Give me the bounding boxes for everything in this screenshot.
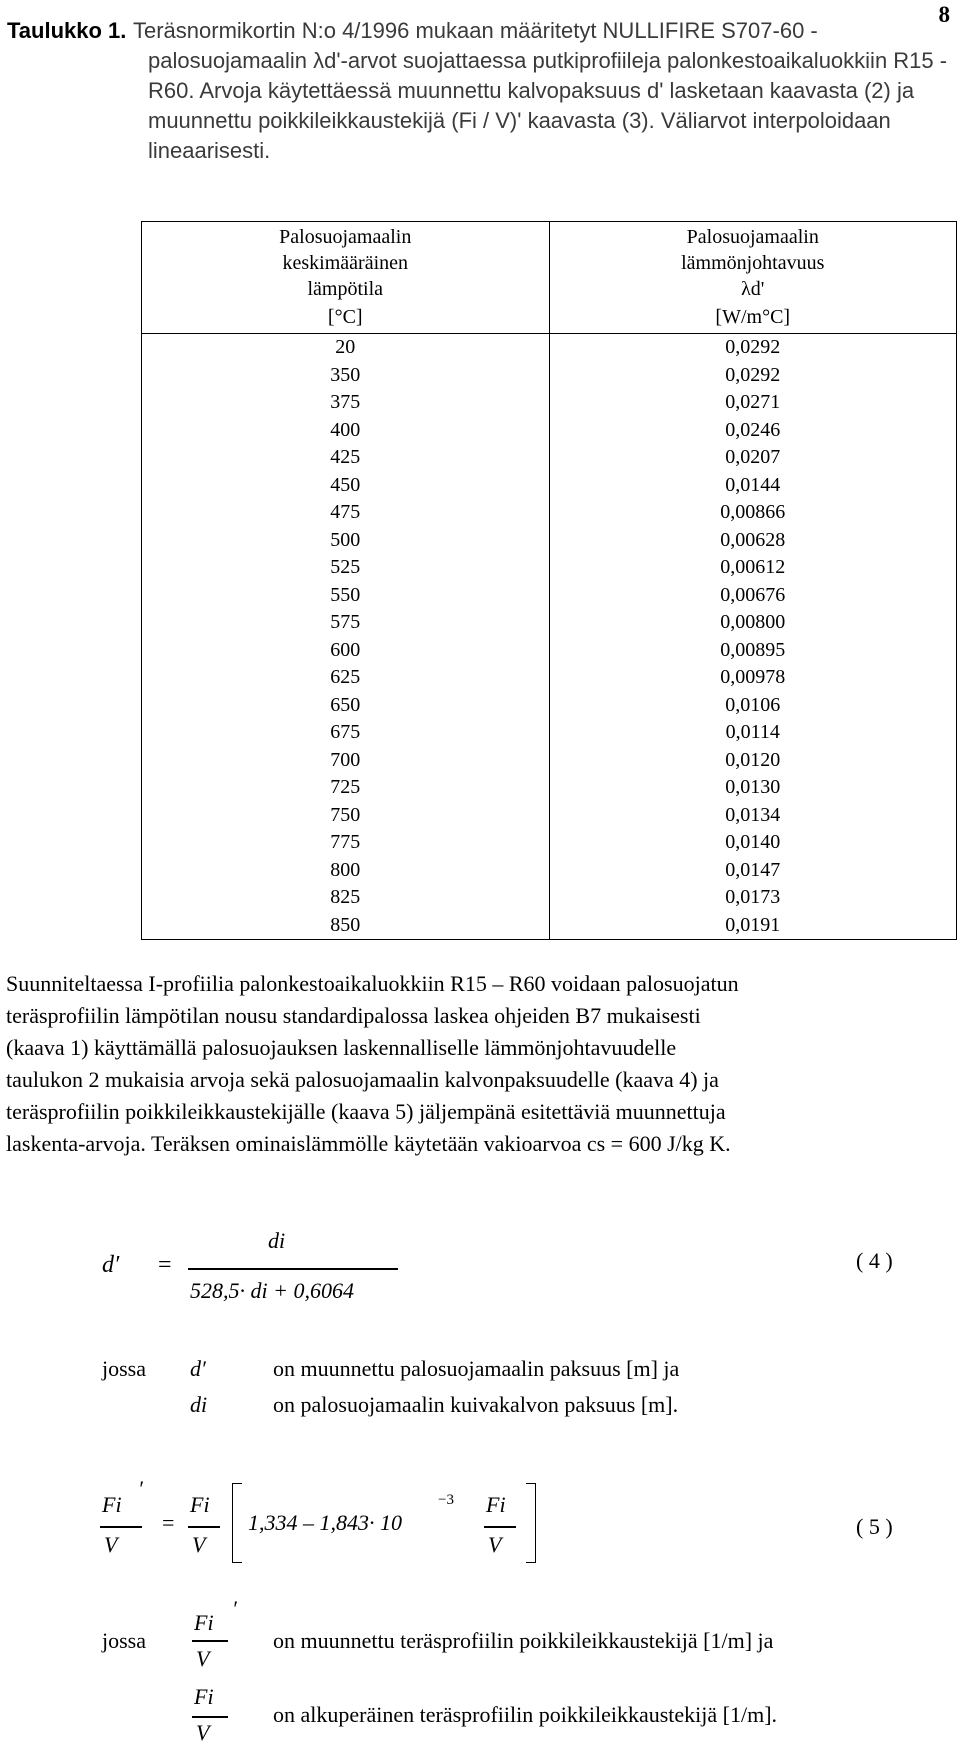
eq5-bracket-expr: 1,334 – 1,843· 10 <box>248 1510 402 1535</box>
temperature-cell: 375 <box>142 389 550 417</box>
paragraph-line: teräsprofiilin poikkileikkaustekijälle (kaava 5) jäljempänä esitettäviä muunnettuja <box>6 1099 726 1124</box>
table-row <box>142 499 957 527</box>
conductivity-cell: 0,0271 <box>549 389 957 417</box>
temperature-cell: 600 <box>142 637 550 665</box>
caption-line-5: lineaarisesti. <box>148 138 271 163</box>
temperature-cell: 650 <box>142 692 550 720</box>
table-row <box>142 829 957 857</box>
eq4-def1-text: on muunnettu palosuojamaalin paksuus [m] ja <box>273 1356 680 1381</box>
col-conductivity-header <box>549 222 957 303</box>
temperature-cell: 700 <box>142 747 550 775</box>
conductivity-cell: 0,00612 <box>549 554 957 582</box>
eq5-def1-text: on muunnettu teräsprofiilin poikkileikkaustekijä [1/m] ja <box>273 1628 774 1653</box>
temperature-cell: 20 <box>142 334 550 362</box>
eq5-left-bracket <box>232 1483 242 1563</box>
table-row <box>142 719 957 747</box>
conductivity-cell: 0,0292 <box>549 334 957 362</box>
paragraph-line: teräsprofiilin lämpötilan nousu standardipalossa laskea ohjeiden B7 mukaisesti <box>6 1003 701 1028</box>
table-row <box>142 747 957 775</box>
eq5-mid-num: Fi <box>190 1492 210 1517</box>
table-row <box>142 362 957 390</box>
eq4-fraction-bar <box>188 1268 398 1270</box>
temperature-cell: 825 <box>142 884 550 912</box>
table-row <box>142 637 957 665</box>
eq5-def1-den: V <box>196 1646 210 1671</box>
col2-header-line: lämmönjohtavuus <box>681 252 825 274</box>
temperature-cell: 675 <box>142 719 550 747</box>
table-row <box>142 389 957 417</box>
table-row <box>142 444 957 472</box>
table-row <box>142 912 957 940</box>
eq5-def2-num: Fi <box>194 1684 214 1709</box>
col1-header-line: lämpötila <box>307 278 384 300</box>
col1-header-line: Palosuojamaalin <box>279 226 412 248</box>
table-row <box>142 774 957 802</box>
caption-line-3: R60. Arvoja käytettäessä muunnettu kalvopaksuus d' lasketaan kaavasta (2) ja <box>148 78 915 103</box>
temperature-cell: 550 <box>142 582 550 610</box>
conductivity-cell: 0,00676 <box>549 582 957 610</box>
eq5-def2-bar <box>192 1716 228 1718</box>
eq5-number: ( 5 ) <box>856 1514 893 1539</box>
eq5-mid-den: V <box>192 1532 206 1557</box>
table-row <box>142 664 957 692</box>
temperature-cell: 575 <box>142 609 550 637</box>
conductivity-cell: 0,0134 <box>549 802 957 830</box>
caption-line-1: Teräsnormikortin N:o 4/1996 mukaan määritetyt NULLIFIRE S707-60 - <box>133 18 818 43</box>
table-row <box>142 554 957 582</box>
temperature-cell: 625 <box>142 664 550 692</box>
conductivity-cell: 0,00628 <box>549 527 957 555</box>
conductivity-cell: 0,0246 <box>549 417 957 445</box>
table-row <box>142 692 957 720</box>
eq4-lhs: d′ <box>102 1252 120 1278</box>
table-row <box>142 802 957 830</box>
eq4-jossa: jossa <box>102 1356 146 1381</box>
conductivity-cell: 0,0292 <box>549 362 957 390</box>
table-row <box>142 334 957 362</box>
paragraph-line: (kaava 1) käyttämällä palosuojauksen laskennalliselle lämmönjohtavuudelle <box>6 1035 677 1060</box>
eq5-lhs-den: V <box>104 1532 118 1557</box>
conductivity-cell: 0,00800 <box>549 609 957 637</box>
eq4-def2-symbol: di <box>190 1392 208 1417</box>
eq5-def1-num: Fi <box>194 1610 214 1635</box>
eq5-right-bracket <box>526 1483 536 1563</box>
body-paragraph <box>6 968 956 1160</box>
eq5-prime: ′ <box>138 1476 143 1501</box>
eq4-def1-symbol: d′ <box>190 1356 206 1381</box>
temperature-cell: 800 <box>142 857 550 885</box>
table-row <box>142 884 957 912</box>
eq4-equals: = <box>158 1252 172 1278</box>
temperature-cell: 400 <box>142 417 550 445</box>
table-row <box>142 609 957 637</box>
eq5-inner-bar <box>484 1526 516 1528</box>
temperature-cell: 425 <box>142 444 550 472</box>
conductivity-cell: 0,0106 <box>549 692 957 720</box>
eq4-denominator: 528,5· di + 0,6064 <box>190 1278 354 1303</box>
table-caption <box>7 16 952 166</box>
paragraph-line: Suunniteltaessa I-profiilia palonkestoaikaluokkiin R15 – R60 voidaan palosuojatun <box>6 971 739 996</box>
temperature-cell: 450 <box>142 472 550 500</box>
conductivity-table <box>141 221 957 940</box>
paragraph-line: taulukon 2 mukaisia arvoja sekä palosuojamaalin kalvonpaksuudelle (kaava 4) ja <box>6 1067 719 1092</box>
conductivity-cell: 0,00866 <box>549 499 957 527</box>
page-number: 8 <box>938 2 950 27</box>
table-row <box>142 472 957 500</box>
col-temperature-header <box>142 222 550 303</box>
temperature-cell: 525 <box>142 554 550 582</box>
table-row <box>142 527 957 555</box>
temperature-cell: 725 <box>142 774 550 802</box>
conductivity-cell: 0,0207 <box>549 444 957 472</box>
conductivity-cell: 0,0191 <box>549 912 957 940</box>
table-row <box>142 582 957 610</box>
temperature-cell: 775 <box>142 829 550 857</box>
col2-unit: [W/m°C] <box>549 302 957 334</box>
conductivity-cell: 0,0120 <box>549 747 957 775</box>
col1-unit: [°C] <box>142 302 550 334</box>
eq5-jossa: jossa <box>102 1628 146 1653</box>
conductivity-cell: 0,0147 <box>549 857 957 885</box>
eq4-number: ( 4 ) <box>856 1248 893 1273</box>
eq5-equals: = <box>162 1510 175 1535</box>
table-row <box>142 857 957 885</box>
conductivity-cell: 0,0173 <box>549 884 957 912</box>
eq4-def2-text: on palosuojamaalin kuivakalvon paksuus [m]. <box>273 1392 679 1417</box>
eq4-numerator: di <box>268 1228 286 1253</box>
temperature-cell: 475 <box>142 499 550 527</box>
eq5-def2-text: on alkuperäinen teräsprofiilin poikkileikkaustekijä [1/m]. <box>273 1702 778 1727</box>
conductivity-cell: 0,00978 <box>549 664 957 692</box>
eq5-inner-den: V <box>488 1532 502 1557</box>
table-row <box>142 417 957 445</box>
eq5-lhs-bar <box>100 1526 142 1528</box>
conductivity-cell: 0,0144 <box>549 472 957 500</box>
col1-header-line: keskimääräinen <box>282 252 408 274</box>
conductivity-cell: 0,0140 <box>549 829 957 857</box>
eq5-inner-num: Fi <box>486 1492 506 1517</box>
caption-line-2: palosuojamaalin λd'-arvot suojattaessa putkiprofiileja palonkestoaikaluokkiin R15 - <box>148 48 948 73</box>
eq5-mid-bar <box>188 1526 220 1528</box>
eq5-def1-prime: ′ <box>232 1596 237 1621</box>
temperature-cell: 850 <box>142 912 550 940</box>
eq5-lhs-num: Fi <box>102 1492 122 1517</box>
conductivity-cell: 0,00895 <box>549 637 957 665</box>
caption-line-4: muunnettu poikkileikkaustekijä (Fi / V)' kaavasta (3). Väliarvot interpoloidaan <box>148 108 891 133</box>
caption-label: Taulukko 1. <box>7 18 127 43</box>
eq5-def1-bar <box>192 1640 228 1642</box>
col2-header-symbol: λd' <box>741 278 765 300</box>
paragraph-line: laskenta-arvoja. Teräksen ominaislämmölle käytetään vakioarvoa cs = 600 J/kg K. <box>6 1131 731 1156</box>
col2-header-line: Palosuojamaalin <box>686 226 819 248</box>
conductivity-cell: 0,0130 <box>549 774 957 802</box>
temperature-cell: 350 <box>142 362 550 390</box>
temperature-cell: 500 <box>142 527 550 555</box>
conductivity-cell: 0,0114 <box>549 719 957 747</box>
eq5-exponent: −3 <box>438 1492 454 1508</box>
temperature-cell: 750 <box>142 802 550 830</box>
eq5-def2-den: V <box>196 1720 210 1745</box>
